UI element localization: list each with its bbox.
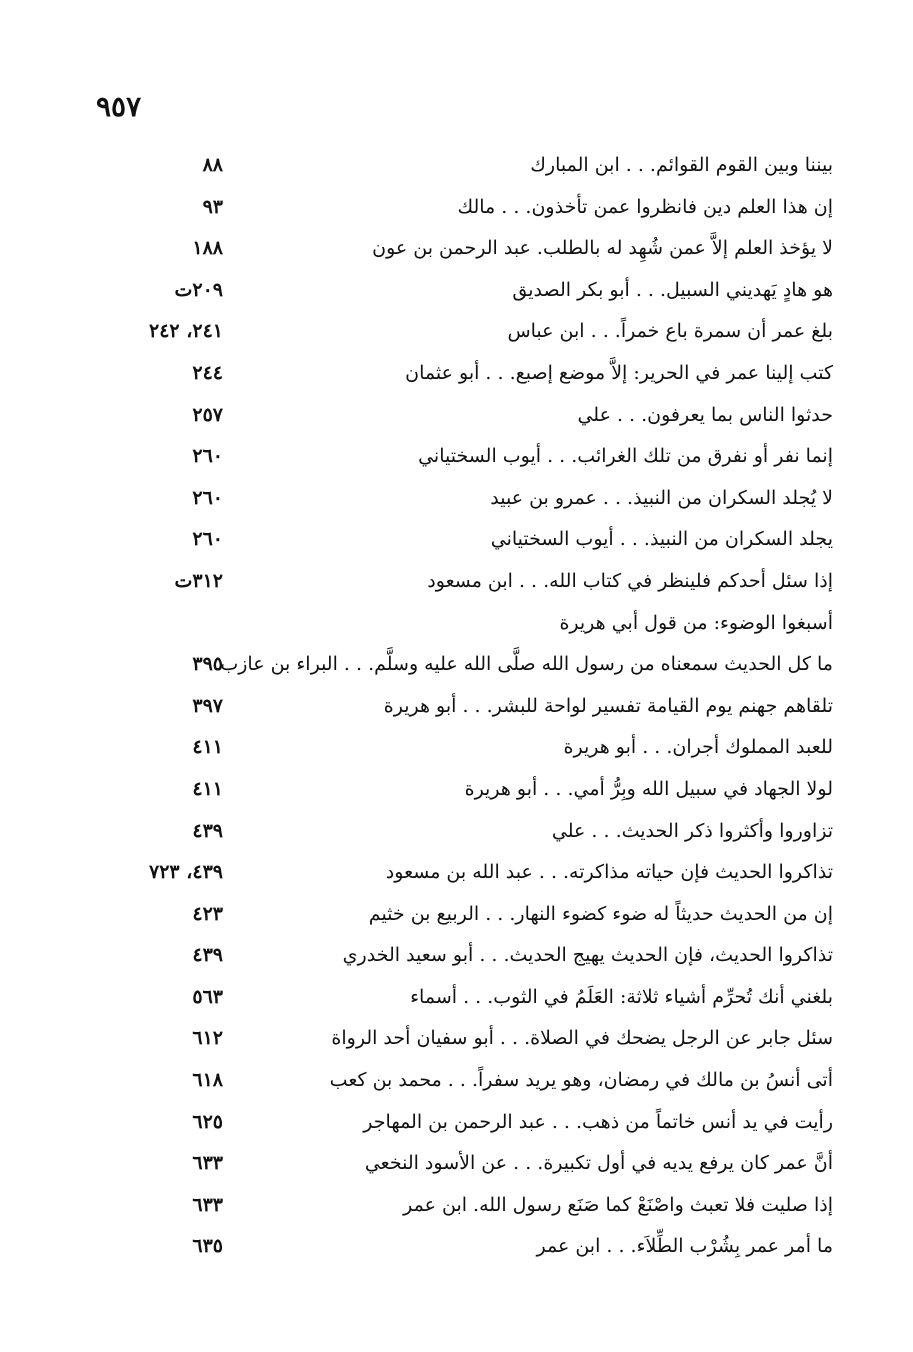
index-list bbox=[0, 150, 913, 1273]
entry-text: سئل جابر عن الرجل يضحك في الصلاة. . . أبو سفيان أحد الرواة bbox=[331, 1027, 833, 1050]
entry-text: إذا سئل أحدكم فلينظر في كتاب الله. . . ابن مسعود bbox=[427, 569, 833, 592]
index-entry bbox=[0, 774, 913, 816]
entry-text: بلغني أنك تُحرِّم أشياء ثلاثة: العَلَمُ في الثوب. . . أسماء bbox=[410, 985, 833, 1008]
entry-pages: ٣٩٥ bbox=[192, 653, 223, 676]
index-entry bbox=[0, 566, 913, 608]
entry-pages: ٤٢٣ bbox=[192, 902, 223, 925]
index-entry bbox=[0, 441, 913, 483]
entry-text: إنما نفر أو نفرق من تلك الغرائب. . . أيوب السختياني bbox=[418, 445, 833, 468]
entry-pages: ٢٦٠ bbox=[192, 445, 223, 468]
entry-text: لولا الجهاد في سبيل الله وبِرُّ أمي. . . أبو هريرة bbox=[464, 777, 833, 800]
index-entry bbox=[0, 816, 913, 858]
index-entry bbox=[0, 524, 913, 566]
entry-text: تزاوروا وأكثروا ذكر الحديث. . . علي bbox=[551, 819, 833, 842]
entry-text: أتى أنسُ بن مالك في رمضان، وهو يريد سفراً. . . محمد بن كعب bbox=[329, 1069, 833, 1092]
entry-text: لا يؤخذ العلم إلاَّ عمن شُهِد له بالطلب. عبد الرحمن بن عون bbox=[372, 237, 833, 260]
entry-pages: ٦٣٣ bbox=[192, 1152, 223, 1175]
index-entry bbox=[0, 1065, 913, 1107]
entry-pages: ٦٣٥ bbox=[192, 1235, 223, 1258]
entry-text: تلقاهم جهنم يوم القيامة تفسير لواحة للبشر. . . أبو هريرة bbox=[383, 694, 833, 717]
entry-text: تذاكروا الحديث، فإن الحديث يهيج الحديث. . . أبو سعيد الخدري bbox=[342, 944, 833, 967]
entry-text: بيننا وبين القوم القوائم. . . ابن المبارك bbox=[530, 154, 833, 176]
index-entry bbox=[0, 982, 913, 1024]
index-entry bbox=[0, 400, 913, 442]
index-entry bbox=[0, 899, 913, 941]
entry-text: رأيت في يد أنس خاتماً من ذهب. . . عبد الرحمن بن المهاجر bbox=[363, 1110, 833, 1133]
index-entry bbox=[0, 608, 913, 650]
entry-text: كتب إلينا عمر في الحرير: إلاَّ موضع إصبع. . . أبو عثمان bbox=[405, 361, 833, 384]
entry-pages: ٢٥٧ bbox=[192, 403, 223, 426]
entry-pages: ٣١٢ت bbox=[174, 569, 223, 592]
entry-text: أنَّ عمر كان يرفع يديه في أول تكبيرة. . . عن الأسود النخعي bbox=[364, 1152, 833, 1175]
index-entry bbox=[0, 1107, 913, 1149]
entry-text: إن من الحديث حديثاً له ضوء كضوء النهار. . . الربيع بن خثيم bbox=[368, 902, 833, 925]
entry-pages: ٥٦٣ bbox=[192, 985, 223, 1008]
entry-text: ما كل الحديث سمعناه من رسول الله صلَّى الله عليه وسلَّم. . . البراء بن عازب bbox=[220, 653, 833, 676]
entry-text: إن هذا العلم دين فانظروا عمن تأخذون. . . مالك bbox=[457, 195, 833, 218]
index-entry bbox=[0, 691, 913, 733]
index-entry bbox=[0, 275, 913, 317]
entry-pages: ٦٢٥ bbox=[192, 1110, 223, 1133]
entry-text: بلغ عمر أن سمرة باع خمراً. . . ابن عباس bbox=[507, 320, 833, 343]
index-entry bbox=[0, 1231, 913, 1273]
page-number: ٩٥٧ bbox=[96, 90, 142, 123]
index-entry bbox=[0, 1023, 913, 1065]
entry-text: لا يُجلد السكران من النبيذ. . . عمرو بن عبيد bbox=[490, 486, 833, 509]
entry-pages: ٤١١ bbox=[192, 777, 223, 800]
index-entry bbox=[0, 316, 913, 358]
entry-pages: ٢٠٩ت bbox=[174, 278, 223, 301]
entry-pages: ٦٣٣ bbox=[192, 1193, 223, 1216]
index-entry bbox=[0, 1148, 913, 1190]
index-entry bbox=[0, 483, 913, 525]
entry-text: يجلد السكران من النبيذ. . . أيوب السختياني bbox=[490, 528, 833, 551]
entry-text: تذاكروا الحديث فإن حياته مذاكرته. . . عبد الله بن مسعود bbox=[385, 861, 833, 884]
index-entry bbox=[0, 732, 913, 774]
index-entry bbox=[0, 649, 913, 691]
entry-text: إذا صليت فلا تعبث واصْنَعْ كما صَنَع رسول الله. ابن عمر bbox=[403, 1193, 833, 1216]
entry-text: ما أمر عمر بِشُرْب الطِّلاَء. . . ابن عمر bbox=[536, 1235, 833, 1258]
entry-pages: ٩٣ bbox=[202, 195, 223, 218]
entry-pages: ٣٩٧ bbox=[192, 694, 223, 717]
entry-text: هو هادٍ يَهديني السبيل. . . أبو بكر الصديق bbox=[512, 278, 833, 301]
index-entry bbox=[0, 857, 913, 899]
entry-text: حدثوا الناس بما يعرفون. . . علي bbox=[577, 403, 833, 426]
entry-pages: ٢٤٤ bbox=[192, 361, 223, 384]
index-entry bbox=[0, 192, 913, 234]
index-entry bbox=[0, 358, 913, 400]
entry-pages: ٢٤١، ٢٤٢ bbox=[149, 320, 223, 343]
entry-pages: ٤٣٩ bbox=[192, 944, 223, 967]
entry-pages: ٢٦٠ bbox=[192, 528, 223, 551]
entry-pages: ٦١٢ bbox=[192, 1027, 223, 1050]
entry-pages: ٤٣٩، ٧٢٣ bbox=[149, 861, 223, 884]
entry-text: أسبغوا الوضوء: من قول أبي هريرة bbox=[559, 611, 833, 634]
index-entry bbox=[0, 233, 913, 275]
entry-pages: ٨٨ bbox=[202, 154, 223, 176]
entry-pages: ٤١١ bbox=[192, 736, 223, 759]
index-entry bbox=[0, 150, 913, 192]
index-entry bbox=[0, 1190, 913, 1232]
entry-pages: ٦١٨ bbox=[192, 1069, 223, 1092]
entry-pages: ٢٦٠ bbox=[192, 486, 223, 509]
entry-pages: ١٨٨ bbox=[192, 237, 223, 260]
entry-pages: ٤٣٩ bbox=[192, 819, 223, 842]
index-entry bbox=[0, 940, 913, 982]
entry-text: للعبد المملوك أجران. . . أبو هريرة bbox=[563, 736, 833, 759]
